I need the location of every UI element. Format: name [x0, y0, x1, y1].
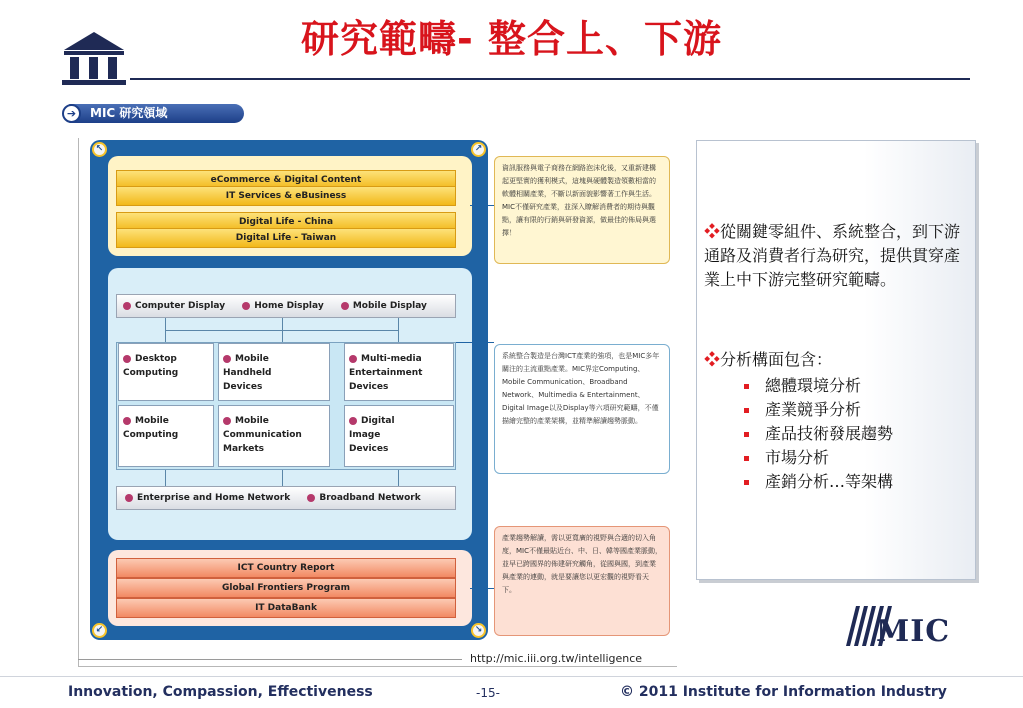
- bullet-dot-icon: [341, 302, 349, 310]
- note-digital-content: 資訊服務與電子商務在網路泡沫化後，又重新建構起更堅實的獲利模式，這塊與硬體製造領數相當的軟體相關產業，不斷以新面貌影響著工作與生活。MIC不僅研究產業，並深入瞭解消費者的期待與觀點，讓有限的行銷與研發資源，做最佳的佈局與選擇！: [494, 156, 670, 264]
- list-item: 產業競爭分析: [744, 398, 974, 422]
- summary-paragraph: ❖從關鍵零組件、系統整合，到下游通路及消費者行為研究，提供貫穿產業上中下游完整研究範疇。: [704, 222, 961, 289]
- arrow-down-left-icon: ↙: [92, 623, 107, 638]
- square-bullet-icon: [744, 480, 749, 485]
- square-bullet-icon: [744, 456, 749, 461]
- bullet-dot-icon: [123, 417, 131, 425]
- connector-line: [470, 205, 494, 206]
- bullet-dot-icon: [123, 355, 131, 363]
- network-item: Broadband Network: [307, 493, 420, 503]
- connector-line: [470, 588, 494, 589]
- square-bullet-icon: [744, 384, 749, 389]
- cell-mobile-handheld: Mobile Handheld Devices: [218, 343, 330, 401]
- cell-mobile-computing: Mobile Computing: [118, 405, 214, 467]
- mic-logo-text: MIC: [876, 614, 951, 649]
- list-item: 總體環境分析: [744, 374, 974, 398]
- cell-digital-image: Digital Image Devices: [344, 405, 454, 467]
- bar-digital-life-taiwan: Digital Life - Taiwan: [116, 228, 456, 248]
- list-item: 產銷分析…等架構: [744, 470, 974, 494]
- cell-desktop-computing: Desktop Computing: [118, 343, 214, 401]
- mic-logo: [842, 604, 952, 648]
- display-item: Computer Display: [123, 301, 225, 311]
- bullet-dot-icon: [223, 355, 231, 363]
- footer-copyright: © 2011 Institute for Information Industry: [620, 684, 947, 700]
- bullet-dot-icon: [242, 302, 250, 310]
- bullet-dot-icon: [349, 417, 357, 425]
- list-item: 市場分析: [744, 446, 974, 470]
- bullet-dot-icon: [125, 494, 133, 502]
- analysis-list: [744, 374, 974, 494]
- cell-multimedia: Multi-media Entertainment Devices: [344, 343, 454, 401]
- list-item: 產品技術發展趨勢: [744, 422, 974, 446]
- bullet-dot-icon: [123, 302, 131, 310]
- footer-motto: Innovation, Compassion, Effectiveness: [68, 684, 373, 700]
- bullet-dot-icon: [349, 355, 357, 363]
- display-bar: [116, 294, 456, 318]
- display-item: Mobile Display: [341, 301, 427, 311]
- arrow-up-right-icon: ↗: [471, 142, 486, 157]
- diamond-bullet-icon: ❖: [704, 222, 721, 241]
- bullet-dot-icon: [223, 417, 231, 425]
- arrow-up-left-icon: ↖: [92, 142, 107, 157]
- diamond-bullet-icon: ❖: [704, 350, 721, 369]
- intelligence-url[interactable]: http://mic.iii.org.tw/intelligence: [470, 652, 643, 665]
- section-tag: MIC 研究領域: [68, 104, 244, 123]
- connector-line: [398, 470, 399, 486]
- connector-line: [165, 330, 399, 331]
- url-line: [78, 659, 462, 660]
- arrow-down-right-icon: ↘: [471, 623, 486, 638]
- bar-ict-country-report: ICT Country Report: [116, 558, 456, 578]
- bar-global-frontiers: Global Frontiers Program: [116, 578, 456, 598]
- connector-line: [282, 470, 283, 486]
- display-item: Home Display: [242, 301, 323, 311]
- page-title: 研究範疇- 整合上、下游: [300, 17, 722, 61]
- bar-it-databank: IT DataBank: [116, 598, 456, 618]
- arrow-right-icon: ➔: [62, 104, 81, 123]
- network-bar: [116, 486, 456, 510]
- analysis-heading: ❖分析構面包含：: [704, 350, 833, 369]
- bar-ecommerce: eCommerce & Digital Content: [116, 170, 456, 190]
- bar-it-services: IT Services & eBusiness: [116, 186, 456, 206]
- note-hardware: 系統整合製造是台灣ICT產業的強項，也是MIC多年關注的主流重點產業。MIC界定Computing、Mobile Communication、Broadband Network、Multimedia & Entertainment、Digital Image以及Display等六項研究範疇，不僅描繪完整的產業架構，並精準解讀趨勢脈動。: [494, 344, 670, 474]
- square-bullet-icon: [744, 408, 749, 413]
- network-item: Enterprise and Home Network: [125, 493, 290, 503]
- cell-mobile-communication: Mobile Communication Markets: [218, 405, 330, 467]
- bullet-dot-icon: [307, 494, 315, 502]
- square-bullet-icon: [744, 432, 749, 437]
- connector-line: [456, 342, 494, 343]
- title-underline: [130, 78, 970, 80]
- footer-line: [0, 676, 1023, 677]
- page-number: -15-: [476, 686, 500, 700]
- bar-digital-life-china: Digital Life - China: [116, 212, 456, 232]
- note-country-report: 產業趨勢解讀，需以更寬廣的視野與合適的切入角度，MIC不僅最貼近台、中、日、韓等國產業脈動，並早已跨國界的佈建研究觸角，從國與國，到產業與產業的連動，就是要讓您以更宏觀的視野看天下。: [494, 526, 670, 636]
- connector-line: [165, 470, 166, 486]
